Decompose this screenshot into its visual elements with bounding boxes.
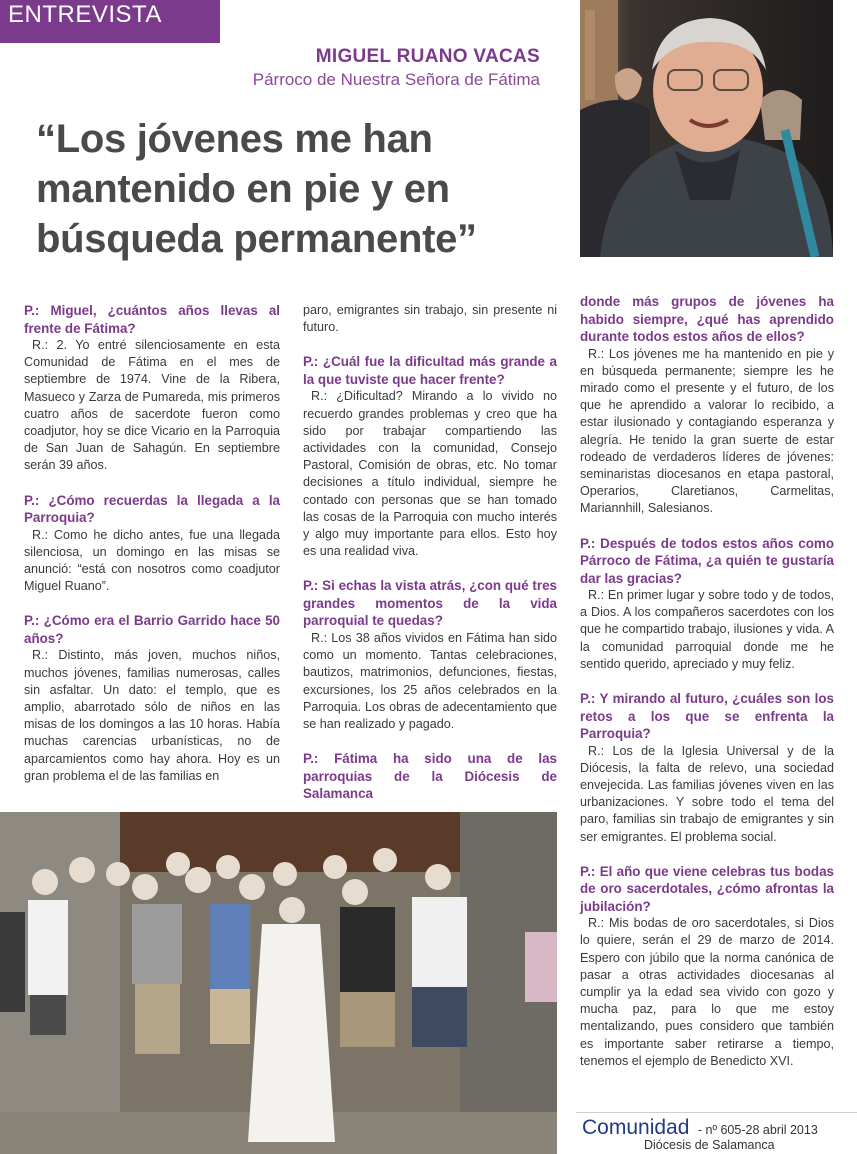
answer: R.: Mis bodas de oro sacerdotales, si Dios lo quiere, serán el 29 de marzo de 2014. Espero con júbilo que la norma canónica de pasar a otras actividades diocesanas al cumplir ya la edad sea vivido con gozo y mucha paz, para lo que me estoy mentalizando, pues considero que también es importante saber retirarse a tiempo, tenemos el ejemplo de Benedicto XVI. [580,916,834,1068]
answer: R.: Los de la Iglesia Universal y de la Diócesis, la falta de relevo, una sociedad envejecida. Las familias jóvenes viven en las urbanizaciones. Y sobre todo el tema del paro, familias sin trabajo de emigrantes y sin ser emigrantes. El problema social. [580,743,834,844]
issue-info: - nº 605-28 abril 2013 [697,1123,818,1137]
question: P.: Fátima ha sido una de las parroquias de la Diócesis de Salamanca [303,751,557,802]
question: P.: ¿Cómo recuerdas la llegada a la Parroquia? [24,492,280,526]
question-continuation: donde más grupos de jóvenes ha habido siempre, ¿qué has aprendido durante todos estos años de ellos? [580,294,834,344]
footer [582,1116,842,1152]
author-name: MIGUEL RUANO VACAS [315,46,540,67]
column-2 [303,302,557,803]
question: P.: Miguel, ¿cuántos años llevas al frente de Fátima? [24,303,280,336]
footer-divider [576,1112,857,1113]
portrait-illustration [580,0,833,257]
answer: R.: Los 38 años vividos en Fátima han sido como un momento. Tantas celebraciones, bautizos, matrimonios, defunciones, fiestas, excursiones, los 25 años celebrados en la Parroquia. Los obras de adecentamiento que se han realizado y pagado. [303,630,557,731]
question: P.: ¿Cuál fue la dificultad más grande a la que tuviste que hacer frente? [303,354,557,387]
portrait-photo [580,0,833,257]
answer: R.: Como he dicho antes, fue una llegada silenciosa, un domingo en las misas se anunció: “está con nosotros como coadjutor Miguel Ruano”. [24,527,280,594]
headline: “Los jóvenes me han mantenido en pie y en búsqueda permanente” [36,117,477,261]
question: P.: ¿Cómo era el Barrio Garrido hace 50 años? [24,613,280,646]
column-1 [24,302,280,785]
author-role: Párroco de Nuestra Señora de Fátima [252,70,540,89]
answer: R.: ¿Dificultad? Mirando a lo vivido no recuerdo grandes problemas y creo que ha sido por trabajar compartiendo las actividades con la comunidad, Consejo Pastoral, Comisión de obras, etc. No tomar decisiones a título individual, siempre he contado con personas que se han tomado las cosas de la Parroquia con mucho interés y algo muy importante para ellos. Esto hoy es una realidad viva. [303,389,557,559]
question: P.: Si echas la vista atrás, ¿con qué tres grandes momentos de la vida parroquial te quedas? [303,578,557,629]
section-tag: ENTREVISTA [0,0,220,43]
publication-name: Comunidad [582,1116,690,1139]
answer: R.: Los jóvenes me ha mantenido en pie y en búsqueda permanente; siempre les he mirado como el presente y el futuro, de los que he aprendido a valorar lo recibido, a estar ilusionado y contagiando esperanza y alegría. He tenido la gran suerte de estar rodeado de verdaderos líderes de jóvenes: seminaristas diocesanos en etapa pastoral, Operarios, Claretianos, Carmelitas, Mariannhill, Salesianos. [580,346,834,516]
diocese-name: Diócesis de Salamanca [644,1138,775,1152]
question: P.: Y mirando al futuro, ¿cuáles son los retos a los que se enfrenta la Parroquia? [580,691,834,742]
answer-continuation: paro, emigrantes sin trabajo, sin presente ni futuro. [303,303,557,335]
question: P.: Después de todos estos años como Párroco de Fátima, ¿a quién te gustaría dar las gracias? [580,535,834,586]
column-3 [580,293,834,1070]
question: P.: El año que viene celebras tus bodas de oro sacerdotales, ¿cómo afrontas la jubilación? [580,863,834,914]
group-photo [0,812,557,1154]
answer: R.: Distinto, más joven, muchos niños, muchos jóvenes, familias numerosas, calles sin asfaltar. Un dato: el templo, que es amplio, abarrotado sólo de niños en las misas de los domingos a las 10 horas. Había muchas carencias urbanísticas, no de aparcamientos como hay ahora. Hoy es un gran problema el de las familias en [24,648,280,783]
group-illustration [0,812,557,1154]
answer: R.: 2. Yo entré silenciosamente en esta Comunidad de Fátima en el mes de septiembre de 1974. Vine de la Ribera, Masueco y Zarza de Pumareda, mis primeros cuatro años de sacerdote fueron como coadjutor, hoy se dice Vicario en la Parroquia de San Juan de Sahagún. En septiembre serán 39 años. [24,338,280,473]
answer: R.: En primer lugar y sobre todo y de todos, a Dios. A los compañeros sacerdotes con los que he compartido trabajo, ilusiones y vida. A la comunidad parroquial donde me he sentido querido, apreciado y muy feliz. [580,588,834,671]
